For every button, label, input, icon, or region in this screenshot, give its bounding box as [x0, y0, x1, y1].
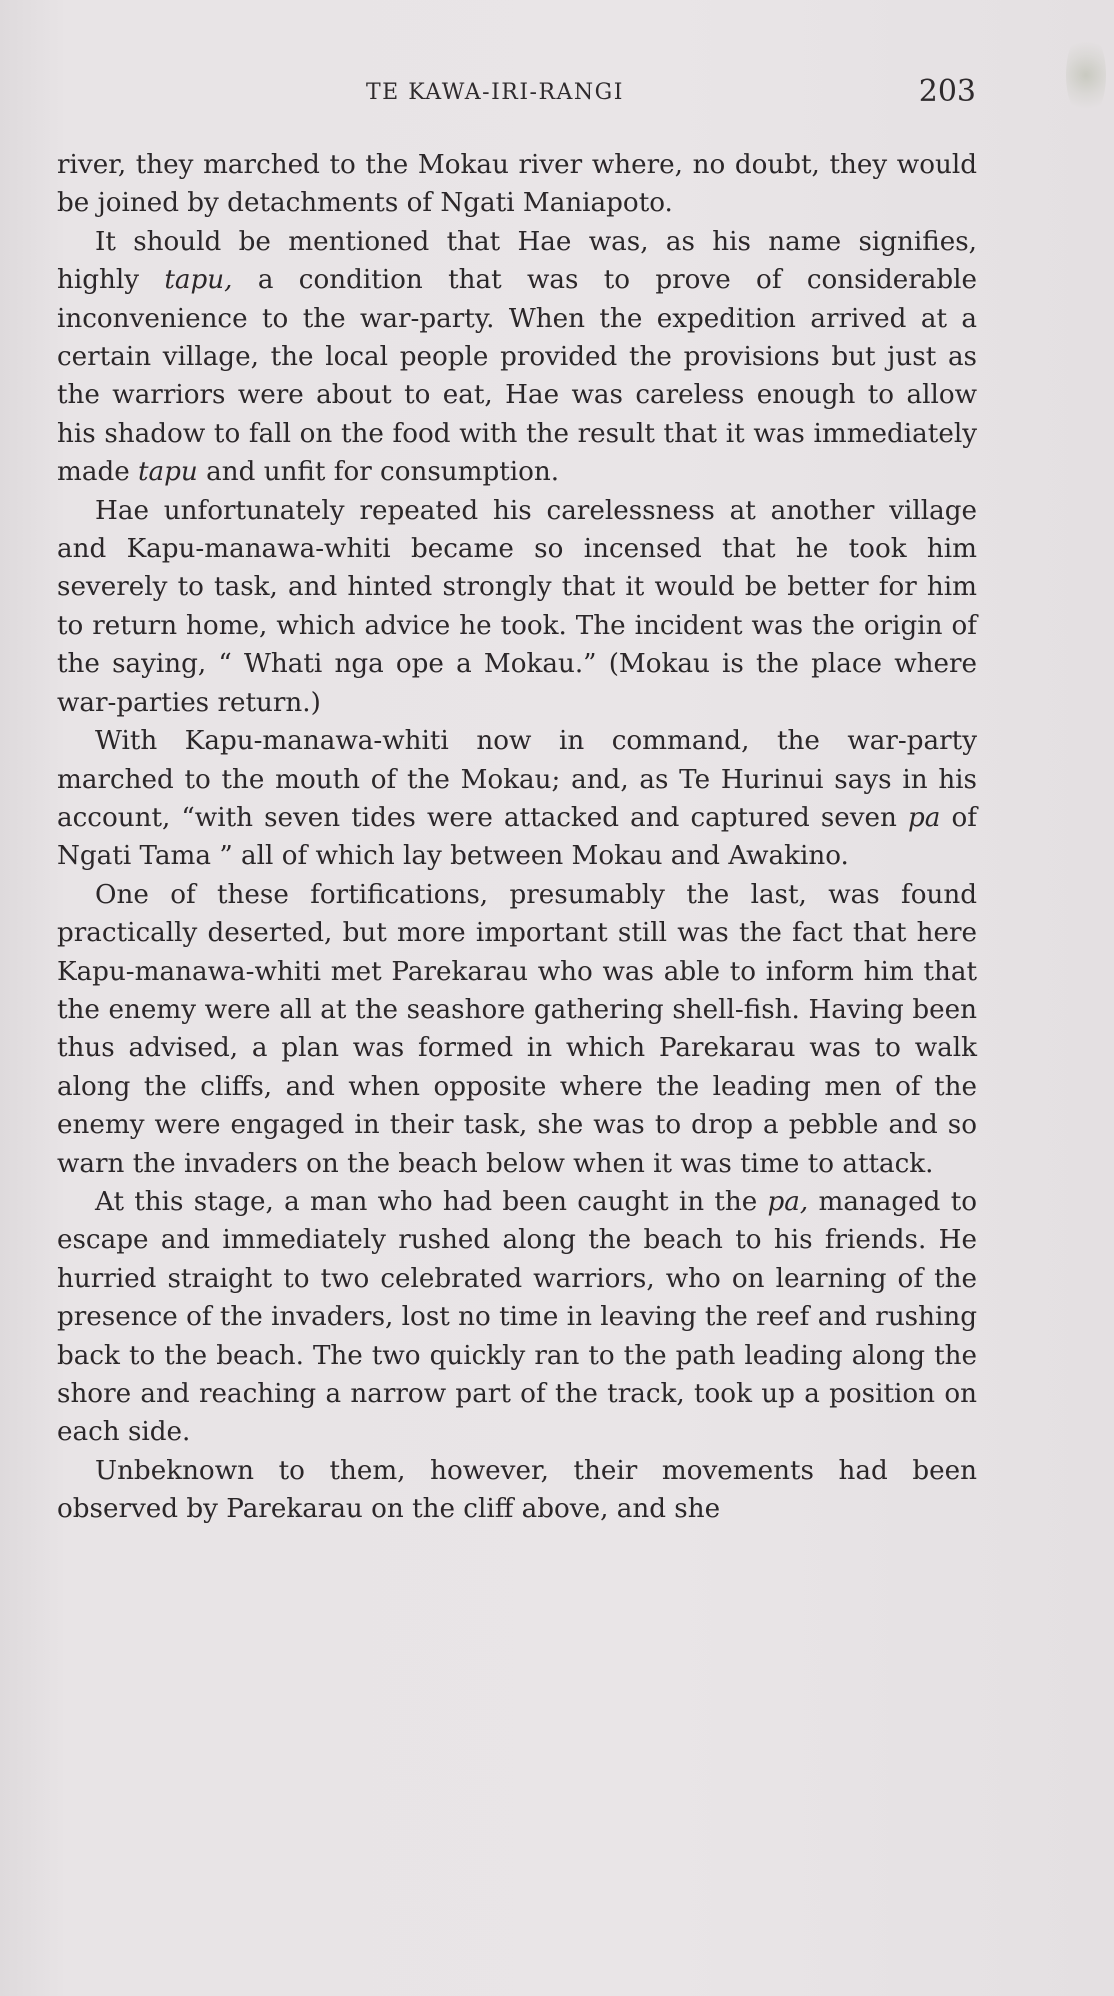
text-segment: At this stage, a man who had been caught in the [95, 1186, 768, 1217]
italic-term: tapu [138, 457, 198, 488]
italic-term: tapu, [164, 265, 233, 296]
text-segment: a condition that was to prove of considerable inconvenience to the war-party. When the expedition arrived at a certain village, the local people provided the provisions but just as the warriors were about to eat, Hae was careless enough to allow his shadow to fall on the food with the result that it was immediately made [57, 265, 977, 488]
italic-term: pa [908, 802, 941, 833]
text-segment: Unbeknown to them, however, their movements had been observed by Parekarau on the cliff above, and she [57, 1455, 977, 1525]
text-segment: It should be mentioned that Hae was, as his name signifies, highly [57, 226, 977, 296]
text-segment: Hae unfortunately repeated his carelessness at another village and Kapu-manawa-whiti became so incensed that he took him severely to task, and hinted strongly that it would be better for him to return home, which advice he took. The incident was the origin of the saying, “ Whati nga ope a Mokau.” (Mokau is the place where war-parties return.) [57, 495, 977, 718]
text-segment: One of these fortifications, presumably the last, was found practically deserted, but more important still was the fact that here Kapu-manawa-whiti met Parekarau who was able to inform him that the enemy were all at the seashore gathering shell-fish. Having been thus advised, a plan was formed in which Parekarau was to walk along the cliffs, and when opposite where the leading men of the enemy were engaged in their task, she was to drop a pebble and so warn the invaders on the beach below when it was time to attack. [57, 879, 977, 1179]
paragraph [57, 876, 977, 1183]
paragraph [57, 1452, 977, 1529]
paragraph [57, 722, 977, 876]
text-segment: managed to escape and immediately rushed along the beach to his friends. He hurried straight to two celebrated warriors, who on learning of the presence of the invaders, lost no time in leaving the reef and rushing back to the beach. The two quickly ran to the path leading along the shore and reaching a narrow part of the track, took up a position on each side. [57, 1186, 978, 1448]
body-text [57, 146, 977, 1529]
running-head [56, 74, 976, 114]
text-segment: river, they marched to the Mokau river where, no doubt, they would be joined by detachments of Ngati Maniapoto. [57, 150, 977, 219]
paragraph [57, 1183, 977, 1452]
paragraph [57, 492, 977, 722]
running-title: TE KAWA-IRI-RANGI [366, 80, 624, 105]
text-segment: With Kapu-manawa-whiti now in command, the war-party marched to the mouth of the Mokau; and, as Te Hurinui says in his account, “with seven tides were attacked and captured seven [57, 726, 977, 833]
text-segment: and unfit for consumption. [197, 457, 560, 488]
italic-term: pa, [767, 1186, 809, 1217]
paragraph [57, 146, 977, 223]
text-segment: of Ngati Tama ” all of which lay between Mokau and Awakino. [57, 802, 977, 872]
paragraph [57, 223, 977, 492]
page-number: 203 [918, 74, 976, 109]
page-stain [1066, 30, 1106, 120]
